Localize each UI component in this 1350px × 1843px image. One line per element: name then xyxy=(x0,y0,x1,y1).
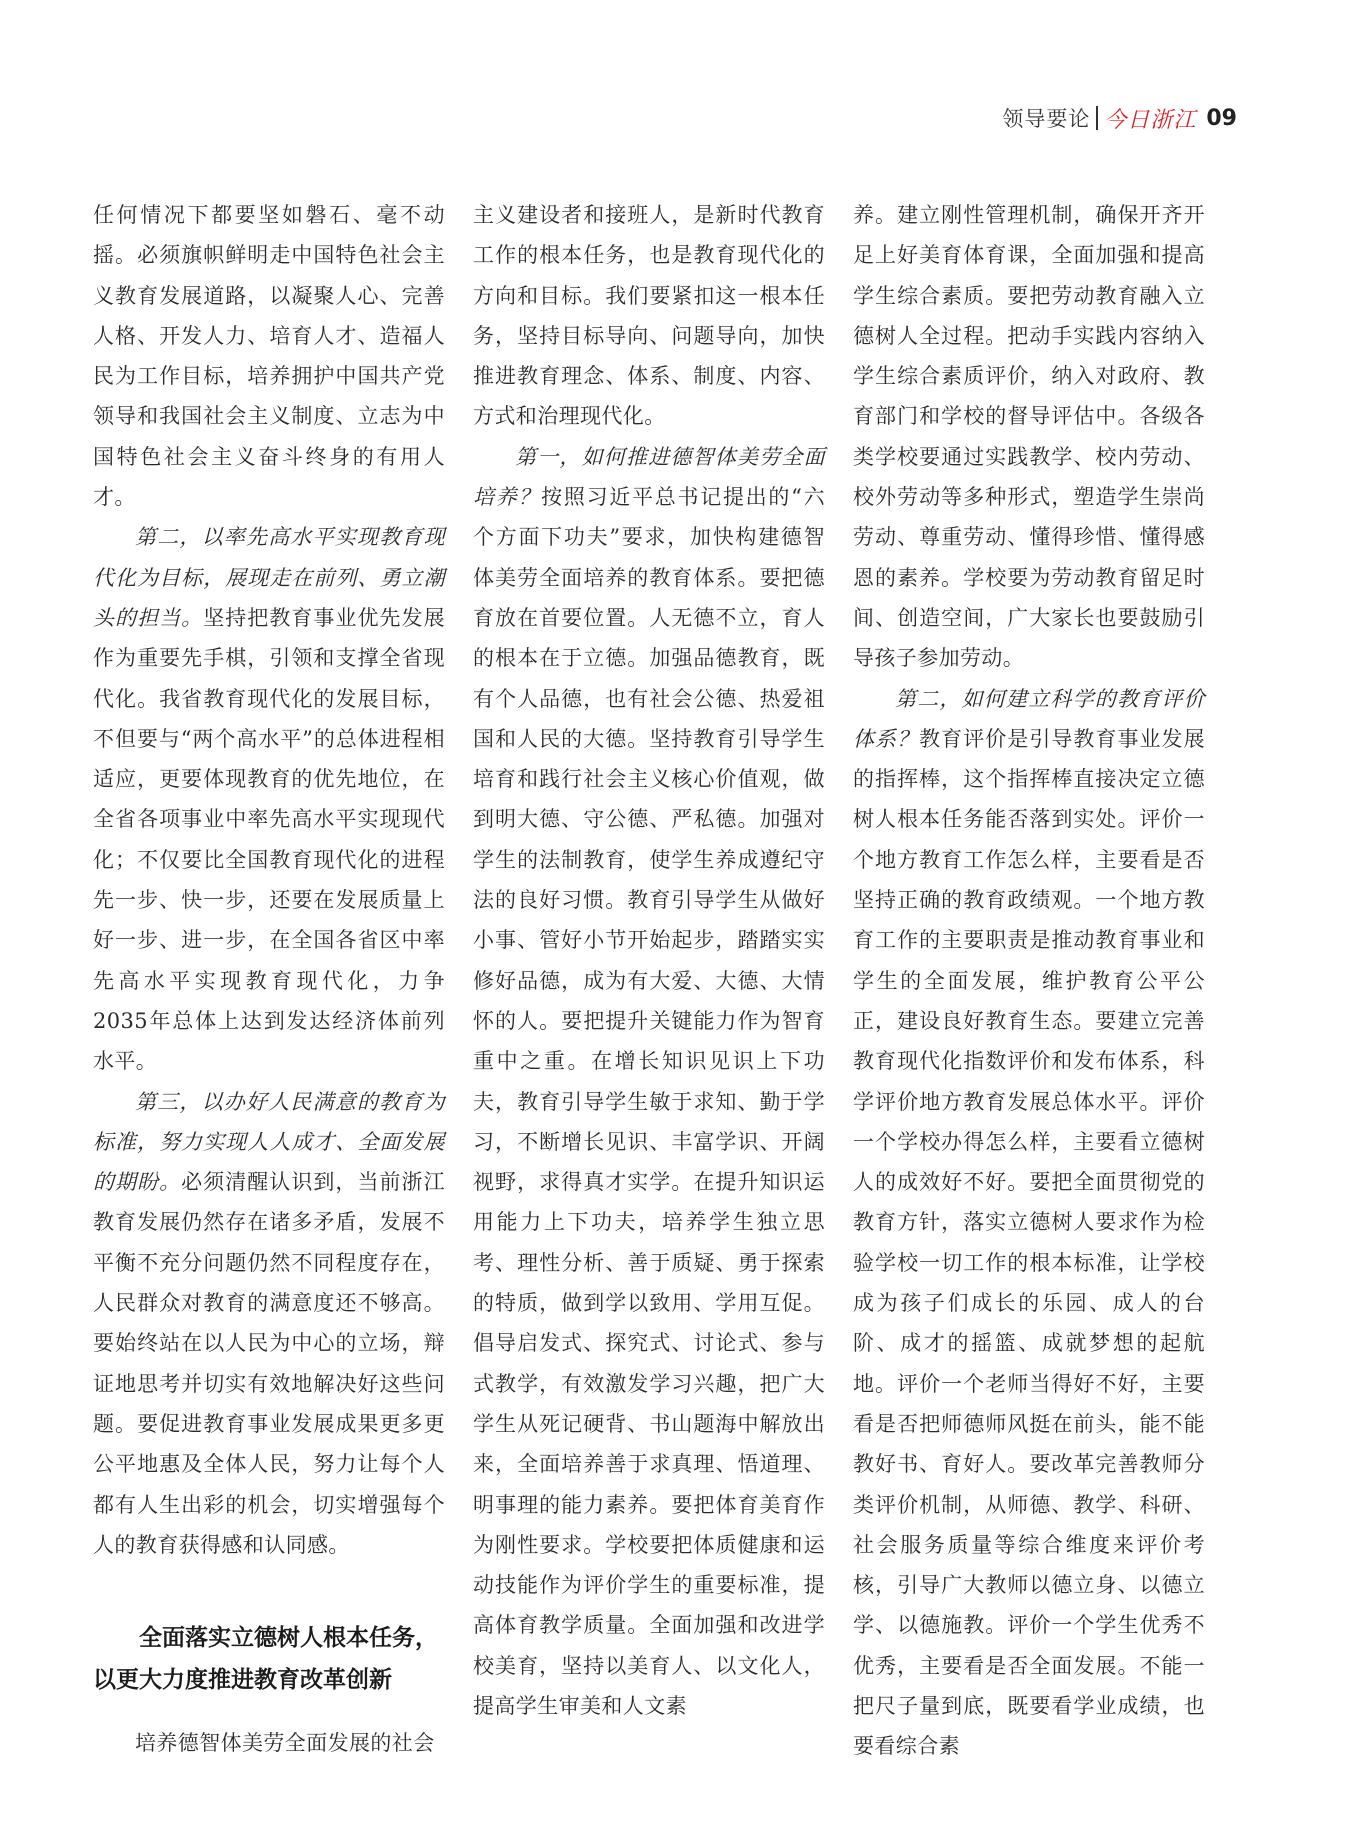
paragraph xyxy=(853,679,1205,1767)
heading-line-1: 全面落实立德树人根本任务， xyxy=(139,1625,438,1652)
text-column-1 xyxy=(93,195,445,1763)
section-name: 领导要论 xyxy=(1002,107,1091,131)
paragraph: 养。建立刚性管理机制，确保开齐开足上好美育体育课，全面加强和提高学生综合素质。要把劳动教育融入立德树人全过程。把动手实践内容纳入学生综合素质评价，纳入对政府、教育部门和学校的督导评估中。各级各类学校要通过实践教学、校内劳动、校外劳动等多种形式，塑造学生崇尚劳动、尊重劳动、懂得珍惜、懂得感恩的素养。学校要为劳动教育留足时间、创造空间，广大家长也要鼓励引导孩子参加劳动。 xyxy=(853,203,1205,671)
paragraph-lead: 第二，如何建立科学的教育评价体系？ xyxy=(853,686,1205,751)
paragraph-lead: 第一，如何推进德智体美劳全面培养？ xyxy=(473,444,825,510)
paragraph: 培养德智体美劳全面发展的社会 xyxy=(135,1731,435,1756)
paragraph: 任何情况下都要坚如磐石、毫不动摇。必须旗帜鲜明走中国特色社会主义教育发展道路，以凝聚人心、完善人格、开发人力、培育人才、造福人民为工作目标，培养拥护中国共产党领导和我国社会主义制度、立志为中国特色社会主义奋斗终身的有用人才。 xyxy=(93,203,445,510)
paragraph xyxy=(473,437,825,1727)
header-divider xyxy=(1096,106,1098,130)
paragraph-body: 教育评价是引导教育事业发展的指挥棒，这个指挥棒直接决定立德树人根本任务能否落到实处。评价一个地方教育工作怎么样，主要看是否坚持正确的教育政绩观。一个地方教育工作的主要职责是推动教育事业和学生的全面发展，维护教育公平公正，建设良好教育生态。要建立完善教育现代化指数评价和发布体系，科学评价地方教育发展总体水平。评价一个学校办得怎么样，主要看立德树人的成效好不好。要把全面贯彻党的教育方针，落实立德树人要求作为检验学校一切工作的根本标准，让学校成为孩子们成长的乐园、成人的台阶、成才的摇篮、成就梦想的起航地。评价一个老师当得好不好，主要看是否把师德师风挺在前头，能不能教好书、育好人。要改革完善教师分类评价机制，从师德、教学、科研、社会服务质量等综合维度来评价考核，引导广大教师以德立身、以德立学、以德施教。评价一个学生优秀不优秀，主要看是否全面发展。不能一把尺子量到底，既要看学业成绩，也要看综合素 xyxy=(853,726,1205,1759)
paragraph-body: 坚持把教育事业优先发展作为重要先手棋，引领和支撑全省现代化。我省教育现代化的发展目标，不但要与“两个高水平”的总体进程相适应，更要体现教育的优先地位，在全省各项事业中率先高水平实现现代化；不仅要比全国教育现代化的进程先一步、快一步，还要在发展质量上好一步、进一步，在全国各省区中率先高水平实现教育现代化，力争2035年总体上达到发达经济体前列水平。 xyxy=(93,605,445,1074)
paragraph xyxy=(93,517,445,1081)
brand-logo: 今日浙江 xyxy=(1104,107,1197,133)
page-number: 09 xyxy=(1206,105,1237,131)
section-heading xyxy=(93,1617,445,1701)
text-column-3 xyxy=(853,195,1205,1767)
paragraph-body: 必须清醒认识到，当前浙江教育发展仍然存在诸多矛盾，发展不平衡不充分问题仍然不同程度存在，人民群众对教育的满意度还不够高。要始终站在以人民为中心的立场，辩证地思考并切实有效地解决好这些问题。要促进教育事业发展成果更多更公平地惠及全体人民，努力让每个人都有人生出彩的机会，切实增强每个人的教育获得感和认同感。 xyxy=(93,1170,445,1557)
paragraph-lead: 第三，以办好人民满意的教育为标准，努力实现人人成才、全面发展的期盼。 xyxy=(93,1089,445,1195)
text-column-2 xyxy=(473,195,825,1726)
paragraph-lead: 第二，以率先高水平实现教育现代化为目标，展现走在前列、勇立潮头的担当。 xyxy=(93,525,445,630)
heading-line-2: 以更大力度推进教育改革创新 xyxy=(93,1667,392,1694)
page-header xyxy=(1002,103,1237,133)
paragraph: 主义建设者和接班人，是新时代教育工作的根本任务，也是教育现代化的方向和目标。我们要紧扣这一根本任务，坚持目标导向、问题导向，加快推进教育理念、体系、制度、内容、方式和治理现代化。 xyxy=(473,203,825,429)
paragraph-body: 按照习近平总书记提出的“六个方面下功夫”要求，加快构建德智体美劳全面培养的教育体系。要把德育放在首要位置。人无德不立，育人的根本在于立德。加强品德教育，既有个人品德，也有社会公德、热爱祖国和人民的大德。坚持教育引导学生培育和践行社会主义核心价值观，做到明大德、守公德、严私德。加强对学生的法制教育，使学生养成遵纪守法的良好习惯。教育引导学生从做好小事、管好小节开始起步，踏踏实实修好品德，成为有大爱、大德、大情怀的人。要把提升关键能力作为智育重中之重。在增长知识见识上下功夫，教育引导学生敏于求知、勤于学习，不断增长见识、丰富学识、开阔视野，求得真才实学。在提升知识运用能力上下功夫，培养学生独立思考、理性分析、善于质疑、勇于探索的特质，做到学以致用、学用互促。倡导启发式、探究式、讨论式、参与式教学，有效激发学习兴趣，把广大学生从死记硬背、书山题海中解放出来，全面培养善于求真理、悟道理、明事理的能力素养。要把体育美育作为刚性要求。学校要把体质健康和运动技能作为评价学生的重要标准，提高体育教学质量。全面加强和改进学校美育，坚持以美育人、以文化人，提高学生审美和人文素 xyxy=(473,485,825,1718)
paragraph xyxy=(93,1082,445,1566)
